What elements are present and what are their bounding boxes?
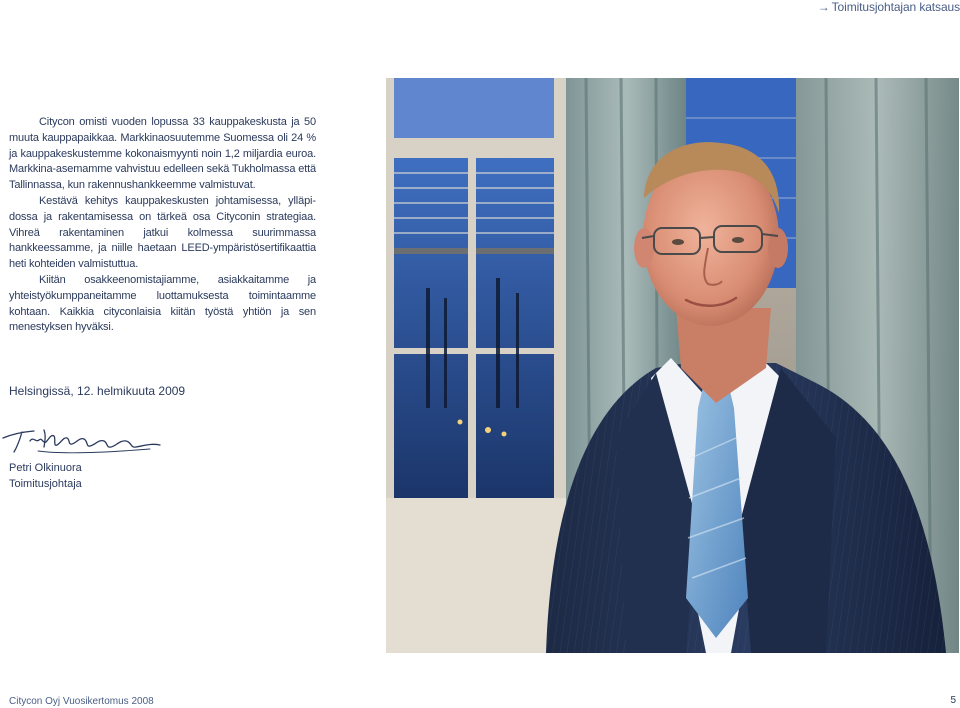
- ceo-portrait-photo: [386, 78, 959, 653]
- letter-body: [9, 115, 316, 336]
- signatory: [9, 460, 82, 492]
- paragraph-1: Citycon omisti vuoden lopussa 33 kauppakeskusta ja 50 muuta kauppapaikkaa. Markkinaosuutemme Suomessa oli 24 % ja kauppakeskustemme kokonaismyynti noin 1,2 miljardia euroa. Markkina-asemamme vahvistuu edelleen sekä Tukholmassa että Tallinnassa, kun rakennushankkeemme valmistuvat.: [9, 116, 316, 192]
- place-date: Helsingissä, 12. helmikuuta 2009: [9, 384, 186, 398]
- page-number: 5: [950, 695, 956, 706]
- section-link-label: Toimitusjohtajan katsaus: [831, 0, 960, 14]
- footer-publication: Citycon Oyj Vuosikertomus 2008: [9, 696, 154, 707]
- signatory-title: Toimitusjohtaja: [9, 478, 82, 490]
- portrait-illustration: [386, 78, 959, 653]
- signature-image: [0, 421, 165, 459]
- section-link[interactable]: [818, 0, 960, 14]
- paragraph-3: Kiitän osakkeenomistajiamme, asiakkaitamme ja yhteistyökumppaneitamme luottamuksesta toimintaamme kohtaan. Kaikkia cityconlaisia kiitän työstä yhtiön ja sen menestyksen hyväksi.: [9, 273, 316, 334]
- signatory-name: Petri Olkinuora: [9, 462, 82, 474]
- paragraph-2: Kestävä kehitys kauppakeskusten johtamisessa, ylläpidossa ja rakentamisessa on tärkeä osa Cityconin strategiaa. Vihreä rakentaminen jatkui kolmessa suurimmassa hankkeessamme, ja niille haetaan LEED-ympäristösertifikaattia heti kohteiden valmistuttua.: [9, 194, 316, 271]
- arrow-right-icon: →: [817, 0, 830, 14]
